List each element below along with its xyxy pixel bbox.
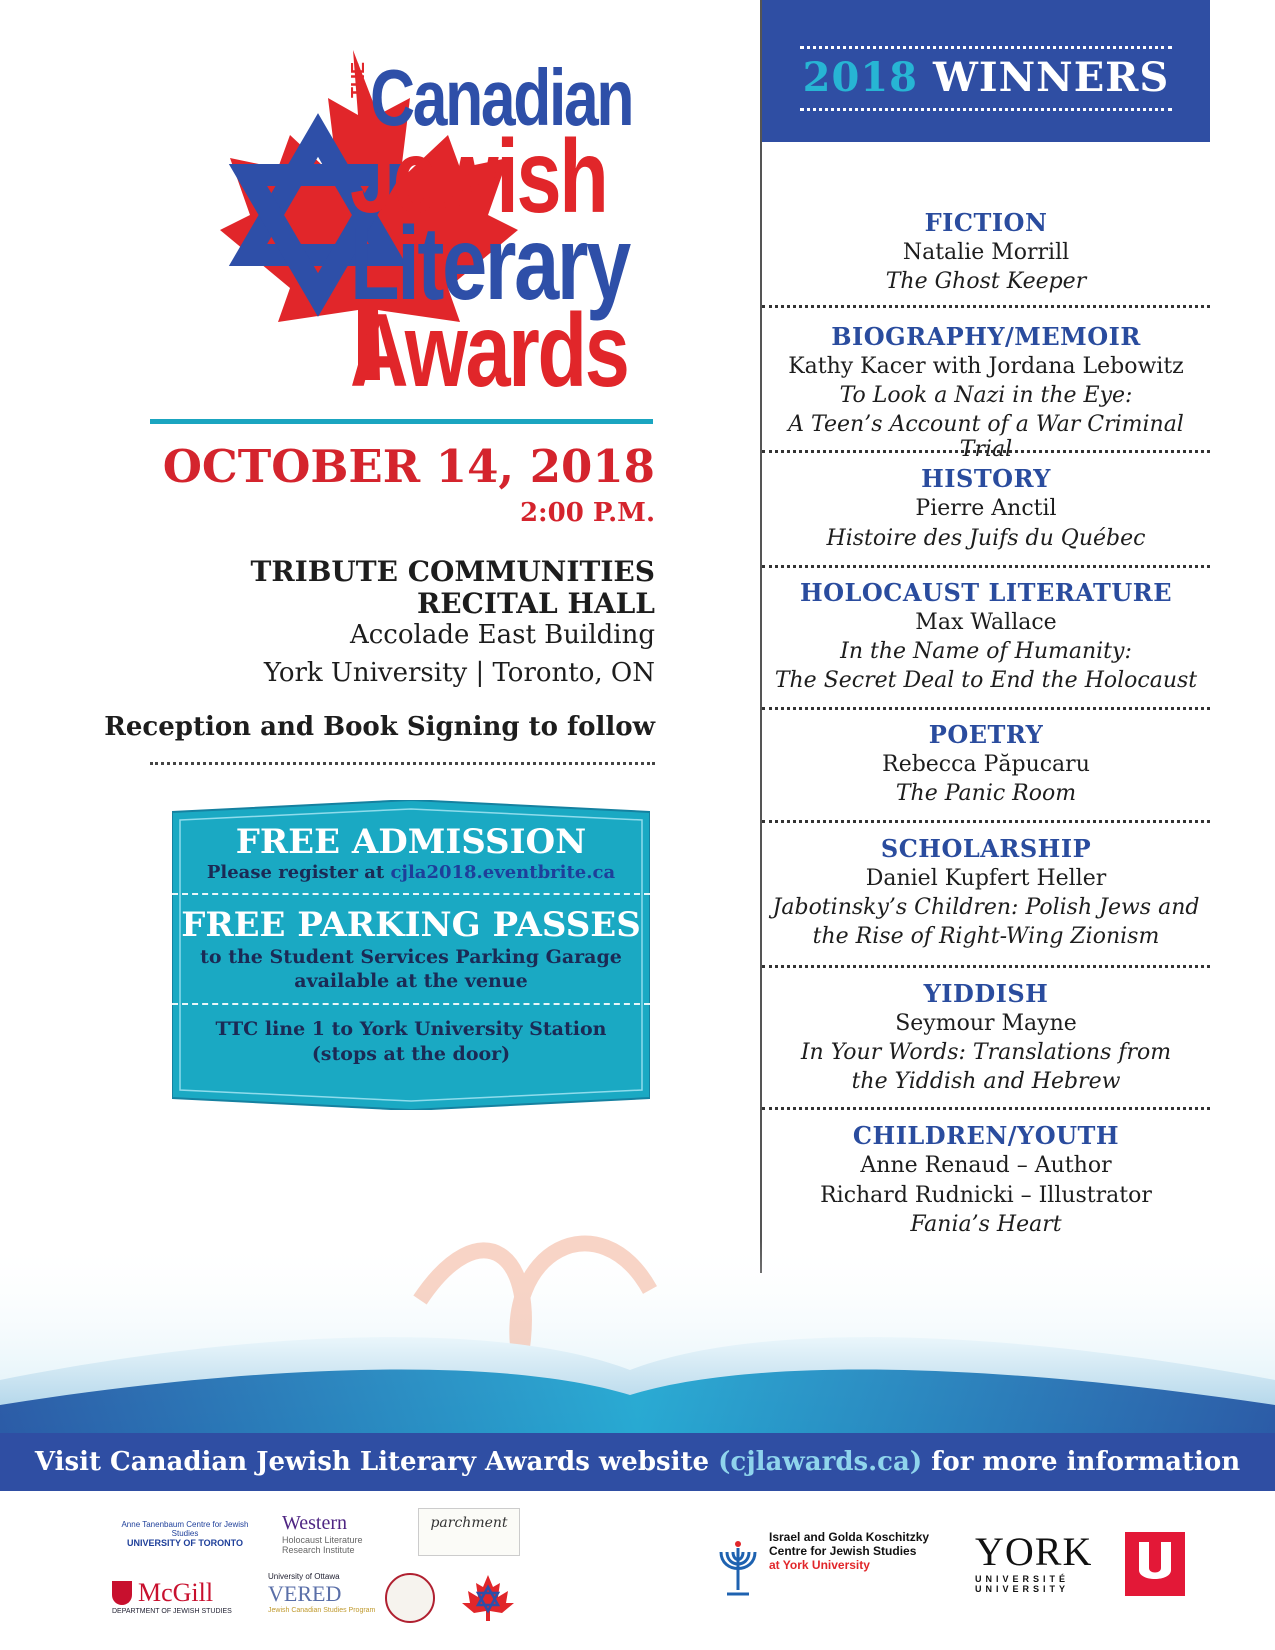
york-name: YORK — [975, 1529, 1093, 1574]
york-fr: UNIVERSITÉ — [975, 1574, 1070, 1584]
free-admission-title: FREE ADMISSION — [235, 822, 587, 862]
category-fiction: FICTION — [924, 208, 1048, 237]
winner-title: The Ghost Keeper — [885, 269, 1087, 294]
winners-banner-title — [762, 54, 1210, 101]
category-biography-memoir: BIOGRAPHY/MEMOIR — [831, 322, 1141, 351]
venue-name-line1: TRIBUTE COMMUNITIES — [250, 555, 655, 588]
winner-author: Anne Renaud – Author — [860, 1153, 1112, 1178]
footer-message — [0, 1447, 1275, 1477]
winner-title: To Look a Nazi in the Eye: — [839, 383, 1133, 408]
winner-title: Jabotinsky’s Children: Polish Jews and — [772, 895, 1200, 920]
logo-jewish: Jewish — [350, 119, 607, 235]
ttc-line1: TTC line 1 to York University Station — [215, 1018, 607, 1040]
sponsor-vered — [268, 1572, 378, 1614]
footer-website-link[interactable]: (cjlawards.ca) — [718, 1447, 923, 1477]
category-children-youth: CHILDREN/YOUTH — [852, 1121, 1120, 1150]
winner-author: Rebecca Păpucaru — [882, 752, 1090, 777]
winner-title: In Your Words: Translations from — [800, 1040, 1172, 1065]
box-dash-divider — [172, 1003, 650, 1005]
mcgill-shield-icon — [112, 1581, 132, 1605]
york-u-icon — [1125, 1532, 1185, 1596]
sponsor-york-university — [975, 1530, 1125, 1594]
york-en: UNIVERSITY — [975, 1584, 1070, 1594]
koschitzky-line3: at York University — [769, 1558, 870, 1572]
toronto-centre: Anne Tanenbaum Centre for Jewish Studies — [121, 1520, 249, 1538]
open-book-illustration — [0, 1180, 1275, 1440]
teal-divider — [150, 419, 653, 424]
sponsor-seal-icon — [385, 1573, 435, 1623]
banner-year: 2018 — [802, 54, 918, 101]
winner-title: Fania’s Heart — [910, 1212, 1062, 1237]
western-line2: Research Institute — [282, 1545, 355, 1555]
toronto-university: UNIVERSITY OF TORONTO — [126, 1538, 243, 1548]
winner-author: Max Wallace — [915, 610, 1057, 635]
register-prefix: Please register at — [206, 862, 391, 883]
winner-title: The Secret Deal to End the Holocaust — [774, 668, 1198, 693]
winner-illustrator: Richard Rudnicki – Illustrator — [820, 1183, 1152, 1208]
winner-author: Daniel Kupfert Heller — [865, 866, 1107, 891]
winner-title: the Rise of Right-Wing Zionism — [812, 924, 1160, 949]
sponsor-koschitzky — [769, 1530, 969, 1572]
ttc-line2: (stops at the door) — [311, 1043, 511, 1065]
category-divider — [762, 305, 1210, 308]
footer-prefix: Visit Canadian Jewish Literary Awards website — [34, 1447, 719, 1477]
logo-literary: Literary — [350, 206, 629, 322]
footer-suffix: for more information — [922, 1447, 1241, 1477]
dotted-divider — [150, 762, 655, 765]
winner-author: Kathy Kacer with Jordana Lebowitz — [788, 354, 1184, 379]
event-time: 2:00 P.M. — [519, 498, 655, 528]
western-line1: Holocaust Literature — [282, 1535, 363, 1545]
category-divider — [762, 565, 1210, 568]
logo-awards: Awards — [350, 293, 628, 409]
winner-author: Natalie Morrill — [902, 240, 1070, 265]
venue-name-line2: RECITAL HALL — [416, 587, 655, 620]
vered-name: VERED — [268, 1581, 342, 1606]
logo-the: THE — [348, 62, 368, 98]
banner-dots-bottom — [800, 108, 1172, 111]
category-divider — [762, 707, 1210, 710]
category-holocaust-literature: HOLOCAUST LITERATURE — [799, 578, 1173, 607]
parking-line1: to the Student Services Parking Garage — [200, 946, 622, 968]
sponsor-western — [282, 1512, 392, 1555]
mcgill-name: McGill — [138, 1578, 214, 1607]
winner-title: The Panic Room — [895, 781, 1077, 806]
register-note — [172, 862, 650, 883]
box-dash-divider — [172, 893, 650, 895]
ottawa-line: University of Ottawa — [268, 1572, 340, 1581]
winner-title: Histoire des Juifs du Québec — [826, 526, 1146, 551]
register-link[interactable]: cjla2018.eventbrite.ca — [390, 862, 616, 883]
sponsor-mcgill — [112, 1578, 252, 1615]
winner-title: In the Name of Humanity: — [840, 639, 1132, 664]
koschitzky-line1: Israel and Golda Koschitzky — [769, 1530, 930, 1544]
winner-author: Pierre Anctil — [915, 496, 1057, 521]
winner-author: Seymour Mayne — [895, 1011, 1077, 1036]
menorah-icon — [713, 1540, 763, 1602]
category-divider — [762, 1107, 1210, 1110]
reception-note: Reception and Book Signing to follow — [104, 712, 655, 742]
category-yiddish: YIDDISH — [923, 979, 1049, 1008]
event-date: OCTOBER 14, 2018 — [162, 440, 655, 493]
category-poetry: POETRY — [928, 720, 1044, 749]
parking-line2: available at the venue — [294, 970, 528, 992]
logo-canadian: Canadian — [370, 53, 633, 142]
category-scholarship: SCHOLARSHIP — [880, 834, 1092, 863]
parchment-name: parchment — [430, 1515, 508, 1531]
category-history: HISTORY — [921, 464, 1051, 493]
winner-title: A Teen’s Account of a War Criminal Trial — [788, 412, 1184, 462]
venue-building: Accolade East Building — [349, 620, 655, 650]
venue-location: York University | Toronto, ON — [263, 658, 655, 688]
sponsor-university-of-toronto — [115, 1520, 255, 1548]
sponsor-cjla-leaf-icon — [460, 1573, 516, 1623]
koschitzky-line2: Centre for Jewish Studies — [769, 1544, 917, 1558]
sponsor-parchment — [418, 1508, 520, 1556]
mcgill-dept: DEPARTMENT OF JEWISH STUDIES — [112, 1608, 232, 1615]
winner-title: the Yiddish and Hebrew — [851, 1069, 1121, 1094]
free-parking-title: FREE PARKING PASSES — [181, 905, 641, 945]
category-divider — [762, 820, 1210, 823]
category-divider — [762, 450, 1210, 453]
banner-dots-top — [800, 46, 1172, 49]
western-name: Western — [282, 1512, 348, 1534]
category-divider — [762, 965, 1210, 968]
vered-line: Jewish Canadian Studies Program — [268, 1607, 376, 1614]
banner-winners: WINNERS — [932, 54, 1170, 101]
